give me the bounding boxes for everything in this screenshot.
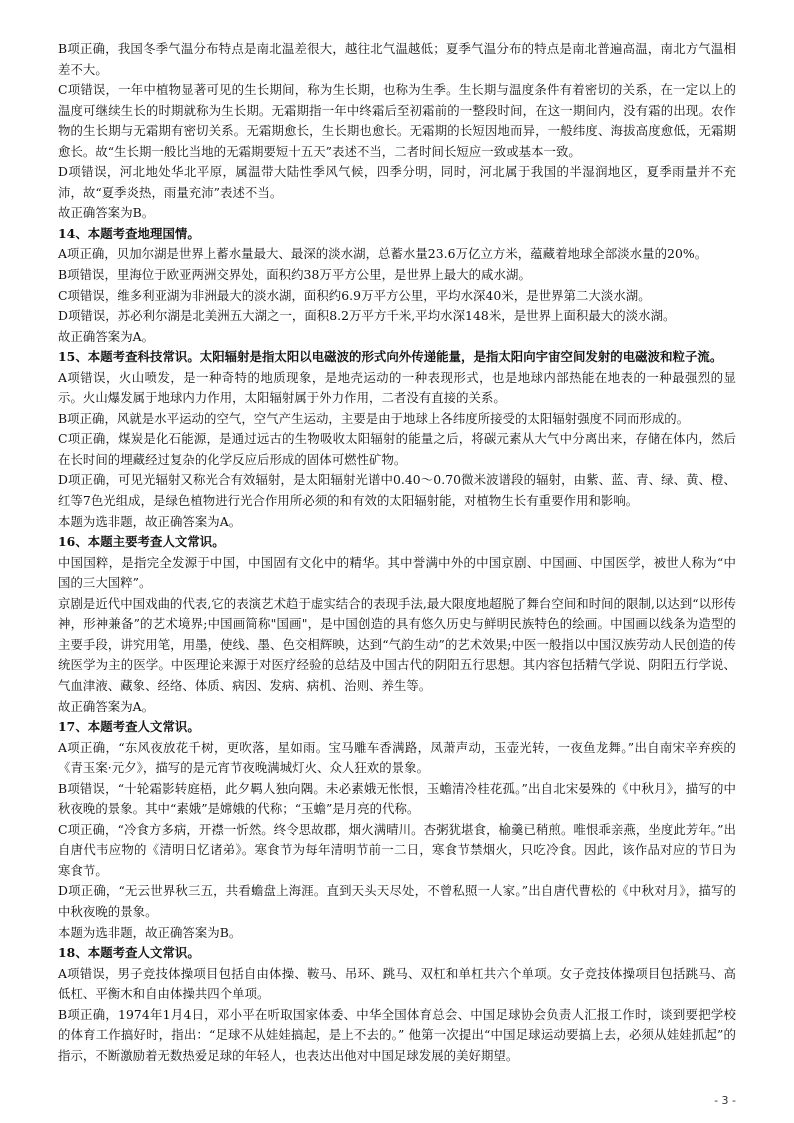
question-heading: [58, 224, 736, 245]
paragraph: 故正确答案为A。: [58, 328, 155, 344]
question-number: 17、: [58, 719, 88, 735]
paragraph: B项正确，风就是水平运动的空气，空气产生运动，主要是由于地球上各纬度所接受的太阳辐射强度不同而形成的。: [58, 410, 690, 426]
paragraph: 本题为选非题，故正确答案为B。: [58, 924, 242, 940]
paragraph: A项正确，贝加尔湖是世界上蓄水量最大、最深的淡水湖，总蓄水量23.6万亿立方米，蕴藏着地球全部淡水量的20%。: [58, 246, 708, 262]
question-heading: [58, 532, 736, 553]
paragraph: D项错误，苏必利尔湖是北美洲五大湖之一，面积8.2万平方千米,平均水深148米，是世界上面积最大的淡水湖。: [58, 308, 676, 324]
paragraph: 中国国粹，是指完全发源于中国，中国固有文化中的精华。其中誉满中外的中国京剧、中国画、中国医学，被世人称为“中国的三大国粹”。: [58, 554, 736, 591]
paragraph: C项正确，煤炭是化石能源，是通过远古的生物吸收太阳辐射的能量之后，将碳元素从大气中分离出来，存储在体内，然后在长时间的埋藏经过复杂的化学反应后形成的固体可燃性矿物。: [58, 431, 736, 467]
paragraph: 本题为选非题，故正确答案为A。: [58, 513, 242, 529]
paragraph: B项错误，“十轮霜影转庭梧，此夕羁人独向隅。未必素娥无怅恨，玉蟾清冷桂花孤。”出自北宋晏殊的《中秋月》，描写的中秋夜晚的景象。其中“素娥”是嫦娥的代称；“玉蟾”是月亮的代称。: [58, 780, 736, 817]
heading-text: 本题考查人文常识。: [87, 945, 200, 961]
paragraph: D项正确，“无云世界秋三五，共看蟾盘上海涯。直到天头天尽处，不曾私照一人家。”出自唐代曹松的《中秋对月》，描写的中秋夜晚的景象。: [58, 883, 736, 919]
question-number: 18、: [58, 945, 88, 961]
paragraph: A项正确，“东风夜放花千树，更吹落，星如雨。宝马雕车香满路，凤萧声动，玉壶光转，一夜鱼龙舞。”出自南宋辛弃疾的《青玉案·元夕》，描写的是元宵节夜晚满城灯火、众人狂欢的景象。: [58, 739, 736, 776]
paragraph: B项正确，1974年1月4日，邓小平在听取国家体委、中华全国体育总会、中国足球协会负责人汇报工作时，谈到要把学校的体育工作搞好时，指出：“足球不从娃娃搞起，是上不去的。” 他第一次提出“中国足球运动要搞上去，必须从娃娃抓起”的指示，不断激励着无数热爱足球的年轻人，也表达出他对中国足球发展的美好期望。: [58, 1006, 736, 1063]
document-body: [58, 39, 736, 1066]
question-heading: [58, 717, 736, 738]
paragraph: 故正确答案为B。: [58, 205, 155, 221]
paragraph: 故正确答案为A。: [58, 698, 155, 714]
question-heading: [58, 943, 736, 964]
question-number: 16、: [58, 534, 88, 550]
paragraph: C项错误，一年中植物显著可见的生长期间，称为生长期，也称为生季。生长期与温度条件有着密切的关系，在一定以上的温度可继续生长的时期就称为生长期。无霜期指一年中终霜后至初霜前的一整段时间，在这一期间内，没有霜的出现。农作物的生长期与无霜期有密切关系。无霜期愈长，生长期也愈长。无霜期的长短因地而异，一般纬度、海拔高度愈低，无霜期愈长。故“生长期一般比当地的无霜期要短十五天”表述不当，二者时间长短应一致或基本一致。: [58, 82, 736, 159]
paragraph: B项正确，我国冬季气温分布特点是南北温差很大，越往北气温越低；夏季气温分布的特点是南北普遍高温，南北方气温相差不大。: [58, 41, 736, 77]
paragraph: D项正确，可见光辐射又称光合有效辐射，是太阳辐射光谱中0.40～0.70微米波谱段的辐射，由紫、蓝、青、绿、黄、橙、红等7色光组成，是绿色植物进行光合作用所必须的和有效的太阳辐射能，对植物生长有重要作用和影响。: [58, 472, 736, 509]
question-number: 14、: [58, 225, 88, 241]
question-number: 15、: [58, 349, 88, 365]
page-number: - 3 -: [714, 1094, 736, 1107]
paragraph: B项错误，里海位于欧亚两洲交界处，面积约38万平方公里，是世界上最大的咸水湖。: [58, 267, 531, 283]
paragraph: A项错误，男子竞技体操项目包括自由体操、鞍马、吊环、跳马、双杠和单杠共六个单项。女子竞技体操项目包括跳马、高低杠、平衡木和自由体操共四个单项。: [58, 965, 736, 1002]
heading-text: 本题主要考查人文常识。: [87, 534, 225, 550]
paragraph: D项错误，河北地处华北平原，属温带大陆性季风气候，四季分明，同时，河北属于我国的半湿润地区，夏季雨量并不充沛，故“夏季炎热，雨量充沛”表述不当。: [58, 164, 736, 200]
paragraph: 京剧是近代中国戏曲的代表,它的表演艺术趋于虚实结合的表现手法,最大限度地超脱了舞台空间和时间的限制,以达到“以形传神，形神兼备”的艺术境界;中国画简称"国画"，是中国创造的具有悠久历史与鲜明民族特色的绘画。中国画以线条为造型的主要手段，讲究用笔，用墨，使线、墨、色交相辉映，达到“气韵生动”的艺术效果;中医一般指以中国汉族劳动人民创造的传统医学为主的医学。中医理论来源于对医疗经验的总结及中国古代的阴阳五行思想。其内容包括精气学说、阴阳五行学说、气血津液、藏象、经络、体质、病因、发病、病机、治则、养生等。: [58, 595, 736, 693]
paragraph: A项错误，火山喷发，是一种奇特的地质现象，是地壳运动的一种表现形式，也是地球内部热能在地表的一种最强烈的显示。火山爆发属于地球内力作用，太阳辐射属于外力作用，二者没有直接的关系。: [58, 369, 736, 406]
heading-text: 本题考查科技常识。太阳辐射是指太阳以电磁波的形式向外传递能量，是指太阳向宇宙空间发射的电磁波和粒子流。: [87, 349, 723, 365]
paragraph: C项错误，维多利亚湖为非洲最大的淡水湖，面积约6.9万平方公里，平均水深40米，是世界第二大淡水湖。: [58, 287, 651, 303]
paragraph: C项正确，“冷食方多病，开襟一忻然。终令思故郡，烟火满晴川。杏粥犹堪食，榆羹已稍煎。唯恨乖亲燕，坐度此芳年。”出自唐代韦应物的《清明日忆诸弟》。寒食节为每年清明节前一二日，寒食节禁烟火，只吃冷食。因此，该作品对应的节日为寒食节。: [58, 821, 736, 878]
heading-text: 本题考查地理国情。: [87, 225, 200, 241]
question-heading: [58, 347, 736, 368]
heading-text: 本题考查人文常识。: [87, 719, 200, 735]
